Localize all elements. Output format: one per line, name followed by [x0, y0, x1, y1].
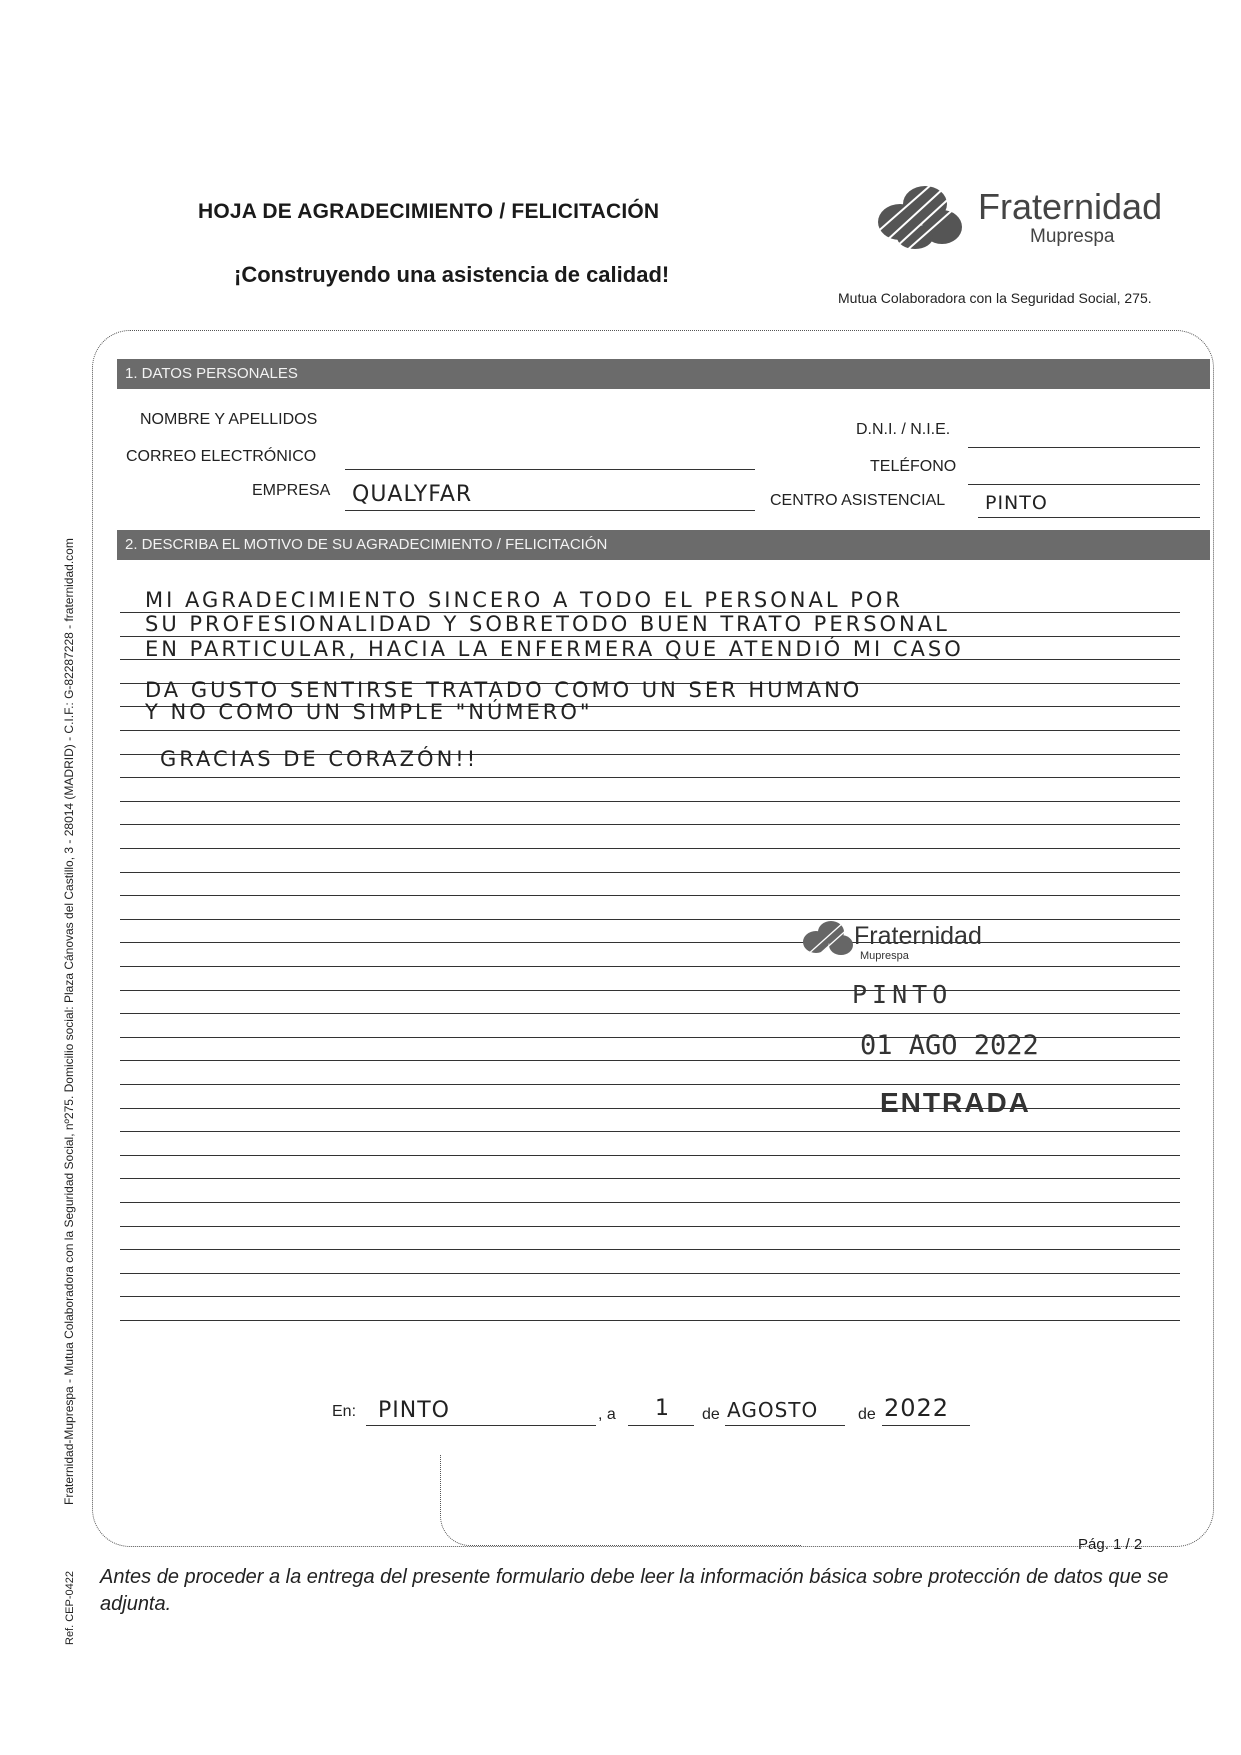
de-label: de: [702, 1406, 720, 1423]
side-legal-text: Fraternidad-Muprespa - Mutua Colaboradora con la Seguridad Social, nº275. Domicilio social: Plaza Cánovas del Castillo, 3 - 28014 (MADRID) - C.I.F.: G-82287228 - fraternidad.com: [62, 538, 76, 1505]
ruled-line: [120, 1249, 1180, 1250]
mutua-text: Mutua Colaboradora con la Seguridad Social, 275.: [838, 290, 1152, 306]
brand-name: Fraternidad: [978, 186, 1163, 227]
ref-code: Ref. CEP-0422: [64, 1571, 76, 1645]
de2-label: de: [858, 1406, 876, 1423]
empresa-value: QUALYFAR: [352, 482, 473, 507]
reason-line-6: GRACIAS DE CORAZÓN!!: [160, 747, 479, 771]
ruled-line: [120, 1013, 1180, 1014]
ruled-line: [120, 1296, 1180, 1297]
section-personal-data-header: 1. DATOS PERSONALES: [117, 359, 1210, 389]
stamp-place: PINTO: [852, 980, 953, 1009]
place-value: PINTO: [378, 1398, 450, 1423]
place-field[interactable]: [366, 1425, 596, 1426]
ruled-line: [120, 1155, 1180, 1156]
ruled-line: [120, 1084, 1180, 1085]
month-field[interactable]: [725, 1425, 845, 1426]
empresa-label: EMPRESA: [252, 482, 331, 499]
day-field[interactable]: [628, 1425, 694, 1426]
stamp-date: 01 AGO 2022: [860, 1030, 1039, 1061]
dni-label: D.N.I. / N.I.E.: [856, 421, 951, 438]
ruled-line: [120, 1131, 1180, 1132]
stamp-brand-sub: Muprespa: [860, 950, 909, 962]
reason-line-5: Y NO COMO UN SIMPLE "NÚMERO": [145, 700, 593, 724]
ruled-line: [120, 1273, 1180, 1274]
reason-line-4: DA GUSTO SENTIRSE TRATADO COMO UN SER HUMANO: [145, 678, 863, 702]
stamp-logo-icon: [800, 918, 856, 962]
centro-label: CENTRO ASISTENCIAL: [770, 492, 946, 509]
ruled-line: [120, 990, 1180, 991]
ruled-line: [120, 1202, 1180, 1203]
form-title: HOJA DE AGRADECIMIENTO / FELICITACIÓN: [198, 200, 660, 223]
footer-note: Antes de proceder a la entrega del presente formulario debe leer la información básica sobre protección de datos que se adjunta.: [100, 1566, 1169, 1615]
fraternidad-logo-icon: [870, 182, 970, 252]
section-reason-header: 2. DESCRIBA EL MOTIVO DE SU AGRADECIMIENTO / FELICITACIÓN: [117, 530, 1210, 560]
stamp-label: ENTRADA: [880, 1087, 1031, 1118]
nombre-label: NOMBRE Y APELLIDOS: [140, 411, 318, 428]
dni-field[interactable]: [968, 447, 1200, 448]
ruled-line: [120, 1178, 1180, 1179]
telefono-label: TELÉFONO: [870, 458, 957, 475]
ruled-line: [120, 919, 1180, 920]
day-value: 1: [655, 1396, 670, 1421]
ruled-line: [120, 777, 1180, 778]
ruled-line: [120, 730, 1180, 731]
stamp-brand: Fraternidad: [854, 922, 982, 950]
a-label: , a: [598, 1406, 616, 1423]
page-number: Pág. 1 / 2: [1078, 1536, 1143, 1553]
centro-field[interactable]: [978, 517, 1200, 518]
ruled-line: [120, 1320, 1180, 1321]
reason-line-2: SU PROFESIONALIDAD Y SOBRETODO BUEN TRATO PERSONAL: [145, 612, 950, 636]
brand-subname: Muprespa: [1030, 226, 1115, 247]
ruled-line: [120, 872, 1180, 873]
correo-label: CORREO ELECTRÓNICO: [126, 448, 317, 465]
form-subtitle: ¡Construyendo una asistencia de calidad!: [234, 262, 670, 287]
ruled-line: [120, 942, 1180, 943]
ruled-line: [120, 824, 1180, 825]
ruled-line: [120, 1226, 1180, 1227]
en-label: En:: [332, 1403, 357, 1420]
ruled-line: [120, 966, 1180, 967]
ruled-line: [120, 801, 1180, 802]
reason-line-3: EN PARTICULAR, HACIA LA ENFERMERA QUE ATENDIÓ MI CASO: [145, 637, 964, 661]
correo-field[interactable]: [345, 469, 755, 470]
centro-value: PINTO: [985, 492, 1048, 514]
ruled-line: [120, 848, 1180, 849]
month-value: AGOSTO: [727, 1398, 819, 1422]
ruled-line: [120, 895, 1180, 896]
reason-line-1: MI AGRADECIMIENTO SINCERO A TODO EL PERSONAL POR: [145, 588, 903, 612]
year-field[interactable]: [882, 1425, 970, 1426]
empresa-field[interactable]: [345, 510, 755, 511]
telefono-field[interactable]: [968, 484, 1200, 485]
signature-box[interactable]: [440, 1455, 801, 1546]
year-value: 2022: [884, 1394, 950, 1422]
